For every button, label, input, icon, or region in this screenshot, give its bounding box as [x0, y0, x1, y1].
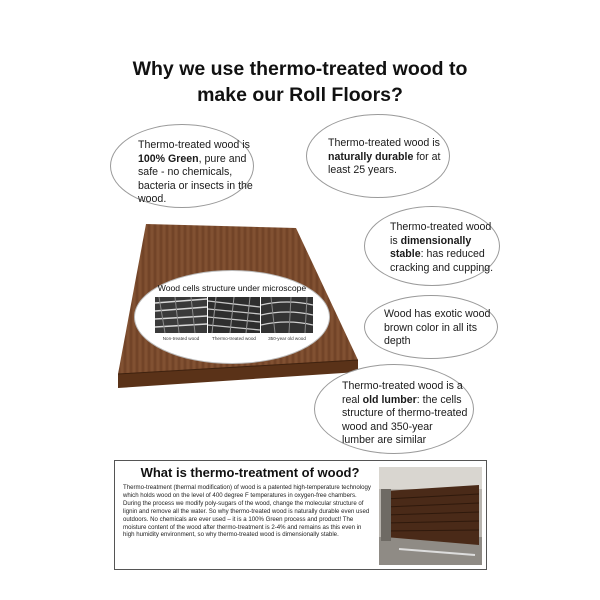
- microscope-panel: [134, 270, 330, 364]
- bubble-text: Thermo-treated wood is 100% Green, pure and safe - no chemicals, bacteria or insects in the wood.: [138, 139, 253, 205]
- bubble-text: Thermo-treated wood is naturally durable for at least 25 years.: [328, 137, 441, 176]
- caption-non-treated: Non-treated wood: [162, 336, 200, 341]
- bubble-exotic-color: [364, 295, 498, 359]
- 350-year-old-wood-micrograph: [261, 297, 313, 333]
- wood-fence-photo: [379, 467, 482, 565]
- caption-thermo-treated: Thermo-treated wood: [212, 336, 256, 341]
- non-treated-wood-micrograph: [155, 297, 207, 333]
- thermo-treatment-info-box: [114, 460, 487, 570]
- microscope-title: Wood cells structure under microscope: [157, 283, 307, 293]
- bubble-dimensionally-stable: [364, 206, 500, 286]
- bubble-old-lumber: [314, 364, 474, 454]
- caption-350-year-old: 350-year old wood: [268, 336, 306, 341]
- thermo-treated-wood-micrograph: [208, 297, 260, 333]
- bubble-text: Wood has exotic wood brown color in all its depth: [384, 308, 491, 347]
- title-line-2: make our Roll Floors?: [197, 84, 403, 106]
- bubble-text: Thermo-treated wood is a real old lumber: the cells structure of thermo-treated wood and 350-year lumber are similar: [342, 380, 468, 446]
- info-heading: What is thermo-treatment of wood?: [140, 465, 360, 480]
- title-line-1: Why we use thermo-treated wood to: [132, 58, 468, 80]
- bubble-100-green: [110, 124, 254, 208]
- info-body: Thermo-treatment (thermal modification) of wood is a patented high-temperature technology which holds wood on the level of 400 degree F temperatures in oxygen-free chambers. During the process we modify poly-sugars of the wood, change the molecular structure of lignin and remove all the water. So why thermo-treated wood is naturally durable even used outdoors. No chemicals are ever used – it is a 100% Green process and product! The moisture content of the wood after thermo-treatment is 2-4% and remains as this even in high humidity environment, so why thermo-treated wood is dimensionally stable.: [123, 484, 371, 539]
- page-title: [60, 56, 540, 108]
- bubble-naturally-durable: [306, 114, 450, 198]
- bubble-text: Thermo-treated wood is dimensionally stable: has reduced cracking and cupping.: [390, 221, 494, 274]
